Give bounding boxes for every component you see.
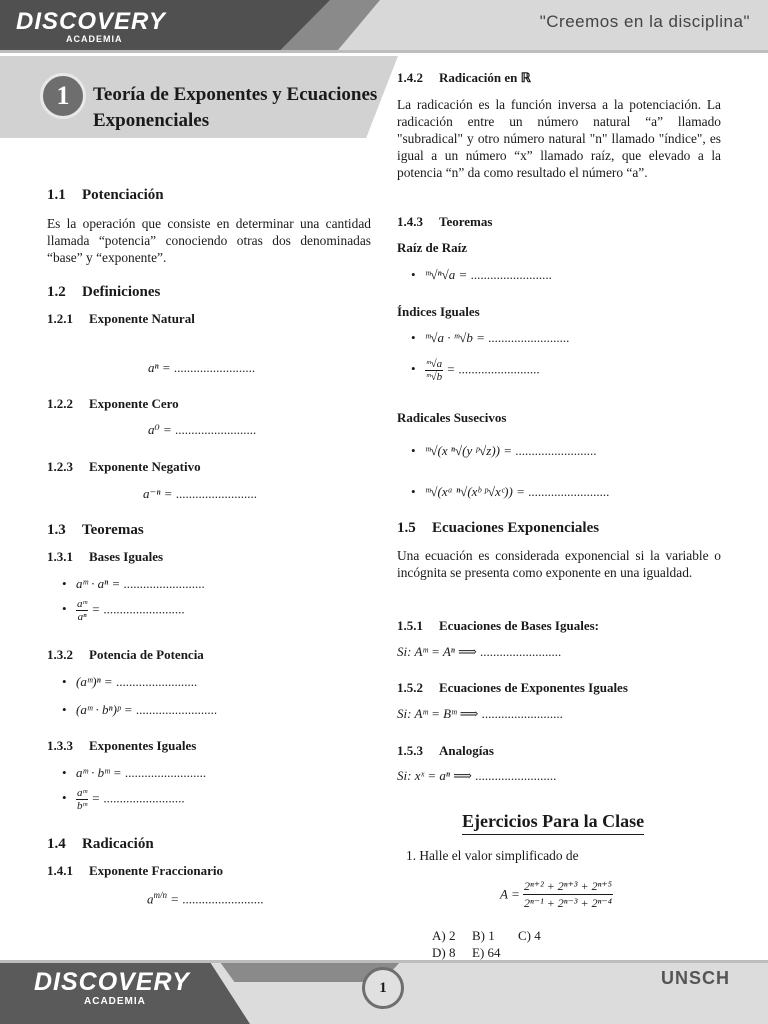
exercise-1-prompt: 1. Halle el valor simplificado de	[406, 848, 579, 863]
raiz-de-raiz-heading: Raíz de Raíz	[397, 240, 468, 255]
section-title: Potencia de Potencia	[89, 647, 204, 662]
exercise-1-formula	[500, 878, 613, 911]
section-1-4-2-heading	[397, 70, 531, 86]
chapter-title-line1: Teoría de Exponentes y Ecuaciones	[93, 84, 378, 105]
blank-dots: .........................	[173, 360, 256, 375]
section-1-3-1-heading	[47, 549, 163, 565]
blank-dots: .........................	[174, 422, 257, 437]
section-1-5-text: Una ecuación es considerada exponencial si la variable o incógnita se presenta como exponente en una igualdad.	[397, 548, 721, 580]
section-title: Potenciación	[82, 187, 164, 203]
formula-lhs: a⁻ⁿ =	[143, 486, 176, 501]
blank-dots: .........................	[458, 361, 540, 377]
formula-bases-iguales	[397, 644, 561, 660]
formula-lhs: aᵐ · bᵐ =	[76, 765, 125, 780]
bullet-bases-iguales-2: • $\frac{\text{aᵐ}}{\text{aⁿ}}$ = .........................	[62, 598, 185, 623]
section-number: 1.5	[397, 520, 416, 536]
formula-lhs: Si: Aᵐ = Bᵐ ⟹	[397, 706, 482, 721]
chapter-title-line2: Exponenciales	[93, 110, 210, 131]
header-brand-sub: ACADEMIA	[66, 34, 123, 44]
section-title: Exponente Fraccionario	[89, 863, 223, 878]
section-title: Ecuaciones Exponenciales	[432, 520, 600, 536]
option-d: D) 8	[432, 945, 456, 960]
formula-lhs: aᵐ · aⁿ =	[76, 576, 124, 591]
denominator: 2ⁿ⁻¹ + 2ⁿ⁻³ + 2ⁿ⁻⁴	[523, 896, 612, 910]
section-title: Exponentes Iguales	[89, 738, 197, 753]
bullet-bases-iguales-1: • aᵐ · aⁿ = .........................	[62, 576, 205, 591]
options-row-1	[432, 927, 541, 944]
section-1-1-text: Es la operación que consiste en determinar una cantidad llamada “potencia” conociendo otras dos denominadas “base” y “exponente”.	[47, 216, 371, 265]
option-e: E) 64	[472, 945, 501, 960]
fraction	[425, 358, 443, 383]
section-1-5-2-heading	[397, 680, 628, 696]
formula-lhs: aⁿ =	[148, 360, 174, 375]
section-title: Radicación	[82, 836, 154, 852]
formula-lhs: Si: Aᵐ = Aⁿ ⟹	[397, 644, 481, 659]
formula-lhs: ᵐ√(x ⁿ√(y ᵖ√z)) =	[425, 443, 516, 458]
section-1-3-3-heading	[47, 738, 196, 754]
section-title: Ecuaciones de Exponentes Iguales	[439, 680, 628, 695]
bullet-potencia-1: • (aᵐ)ⁿ = .........................	[62, 674, 198, 689]
numerator: aᵐ	[77, 787, 88, 799]
formula-base: a	[147, 891, 154, 907]
blank-dots: .........................	[480, 644, 562, 659]
fraction	[76, 598, 88, 623]
exercise-fraction	[523, 878, 613, 911]
header-brand: DISCOVERY	[16, 8, 166, 35]
section-1-2-2-heading	[47, 396, 179, 412]
section-number: 1.3.1	[47, 549, 73, 564]
section-1-4-heading	[47, 836, 154, 853]
blank-dots: .........................	[124, 765, 207, 780]
section-1-4-3-heading	[397, 214, 492, 230]
section-number: 1.2.2	[47, 396, 73, 411]
denominator: bᵐ	[77, 800, 88, 812]
section-number: 1.2.1	[47, 311, 73, 326]
section-number: 1.4.3	[397, 214, 423, 229]
blank-dots: .........................	[475, 768, 557, 783]
options-row-2	[432, 944, 541, 961]
blank-dots: .........................	[175, 486, 257, 501]
bullet-exponentes-iguales-2: • $\frac{\text{aᵐ}}{\text{bᵐ}}$ = .........................	[62, 787, 185, 812]
section-number: 1.4.2	[397, 70, 423, 85]
formula-lhs: (aᵐ)ⁿ =	[76, 674, 116, 689]
section-number: 1.3	[47, 522, 66, 538]
section-title: Exponente Natural	[89, 311, 195, 326]
blank-dots: .........................	[103, 601, 185, 617]
numerator: ᵐ√a	[426, 358, 443, 370]
section-number: 1.4	[47, 836, 66, 852]
blank-dots: .........................	[115, 674, 198, 689]
section-1-5-3-heading	[397, 743, 494, 759]
blank-dots: .........................	[481, 706, 563, 721]
numerator: aᵐ	[77, 598, 88, 610]
bullet-raiz-de-raiz: • ᵐ√ⁿ√a = .........................	[411, 267, 552, 282]
bullet-radicales-1: • ᵐ√(x ⁿ√(y ᵖ√z)) = .........................	[411, 443, 597, 458]
blank-dots: .........................	[135, 702, 218, 717]
page-number: 1	[362, 967, 404, 1009]
formula-exponent: m/n	[153, 890, 167, 900]
denominator: ᵐ√b	[426, 371, 443, 383]
blank-dots: .........................	[123, 576, 205, 591]
section-number: 1.5.1	[397, 618, 423, 633]
formula-exponente-negativo	[143, 486, 257, 502]
blank-dots: .........................	[182, 891, 264, 907]
option-a: A) 2	[432, 928, 456, 943]
section-title: Bases Iguales	[89, 549, 164, 564]
section-1-1-heading	[47, 187, 164, 204]
formula-lhs: ᵐ√(xᵃ ⁿ√(xᵇ ᵖ√xᶜ)) =	[425, 484, 529, 499]
section-number: 1.3.3	[47, 738, 73, 753]
section-number: 1.5.2	[397, 680, 423, 695]
section-title: Exponente Negativo	[89, 459, 201, 474]
numerator: 2ⁿ⁺² + 2ⁿ⁺³ + 2ⁿ⁺⁵	[523, 879, 612, 893]
section-1-2-3-heading	[47, 459, 201, 475]
header-divider	[0, 50, 768, 53]
section-1-4-2-text: La radicación es la función inversa a la potenciación. La radicación entre un número natural “a” llamado "subradical" y otro número natural "n" llamado "índice", es igual a un número “x” llamado raíz, que elevado a la potencia “n” da como resultado el número “a”.	[397, 97, 721, 180]
section-1-3-2-heading	[47, 647, 204, 663]
blank-dots: .........................	[528, 484, 610, 499]
formula-lhs: ᵐ√a · ᵐ√b =	[425, 330, 489, 345]
blank-dots: .........................	[515, 443, 597, 458]
indices-iguales-heading: Índices Iguales	[397, 304, 480, 319]
option-b: B) 1	[472, 928, 495, 943]
bullet-indices-iguales-2: • $\frac{\text{ᵐ√a}}{\text{ᵐ√b}}$ = .........................	[411, 358, 540, 383]
formula-exponentes-iguales	[397, 706, 563, 722]
formula-analogias	[397, 768, 556, 784]
blank-dots: .........................	[488, 330, 570, 345]
formula-equals: =	[443, 361, 459, 377]
footer-brand: DISCOVERY	[34, 968, 190, 996]
section-number: 1.2	[47, 284, 66, 300]
section-title: Ecuaciones de Bases Iguales:	[439, 618, 599, 633]
denominator: aⁿ	[77, 611, 87, 623]
section-number: 1.3.2	[47, 647, 73, 662]
option-c: C) 4	[518, 928, 541, 943]
bullet-radicales-2: • ᵐ√(xᵃ ⁿ√(xᵇ ᵖ√xᶜ)) = .........................	[411, 484, 610, 499]
formula-lhs: (aᵐ · bⁿ)ᵖ =	[76, 702, 136, 717]
section-1-2-1-heading	[47, 311, 195, 327]
section-title: Teoremas	[439, 214, 493, 229]
footer-brand-sub: ACADEMIA	[84, 996, 146, 1007]
chapter-number: 1	[40, 73, 86, 119]
section-1-5-heading	[397, 520, 599, 537]
footer-university: UNSCH	[660, 968, 730, 988]
section-1-4-1-heading	[47, 863, 223, 879]
section-title: Analogías	[439, 743, 494, 758]
bullet-potencia-2: • (aᵐ · bⁿ)ᵖ = .........................	[62, 702, 218, 717]
header-motto: "Creemos en la disciplina"	[539, 12, 750, 31]
section-1-3-heading	[47, 522, 144, 539]
formula-lhs: A =	[500, 886, 520, 902]
bullet-indices-iguales-1: • ᵐ√a · ᵐ√b = .........................	[411, 330, 570, 345]
section-number: 1.1	[47, 187, 66, 203]
section-title: Definiciones	[82, 284, 161, 300]
section-title: Teoremas	[82, 522, 144, 538]
formula-lhs: Si: xˣ = aⁿ ⟹	[397, 768, 476, 783]
footer-divider	[0, 960, 768, 963]
bullet-exponentes-iguales-1: • aᵐ · bᵐ = .........................	[62, 765, 207, 780]
formula-equals: =	[167, 891, 183, 907]
section-number: 1.2.3	[47, 459, 73, 474]
blank-dots: .........................	[470, 267, 552, 282]
section-1-2-heading	[47, 284, 160, 301]
section-title: Exponente Cero	[89, 396, 179, 411]
exercise-1-options	[432, 927, 541, 961]
radicales-sucesivos-heading: Radicales Susecivos	[397, 410, 507, 425]
section-number: 1.5.3	[397, 743, 423, 758]
fraction	[76, 787, 88, 812]
formula-exponente-fraccionario	[147, 890, 264, 907]
section-title: Radicación en ℝ	[439, 70, 531, 85]
formula-exponente-natural	[148, 360, 255, 376]
section-1-5-1-heading	[397, 618, 599, 634]
chapter-title	[93, 82, 403, 134]
blank-dots: .........................	[103, 790, 185, 806]
formula-exponente-cero	[148, 422, 256, 438]
section-number: 1.4.1	[47, 863, 73, 878]
formula-lhs: ᵐ√ⁿ√a =	[425, 267, 471, 282]
formula-lhs: a⁰ =	[148, 422, 175, 437]
exercises-title: Ejercicios Para la Clase	[462, 811, 644, 835]
